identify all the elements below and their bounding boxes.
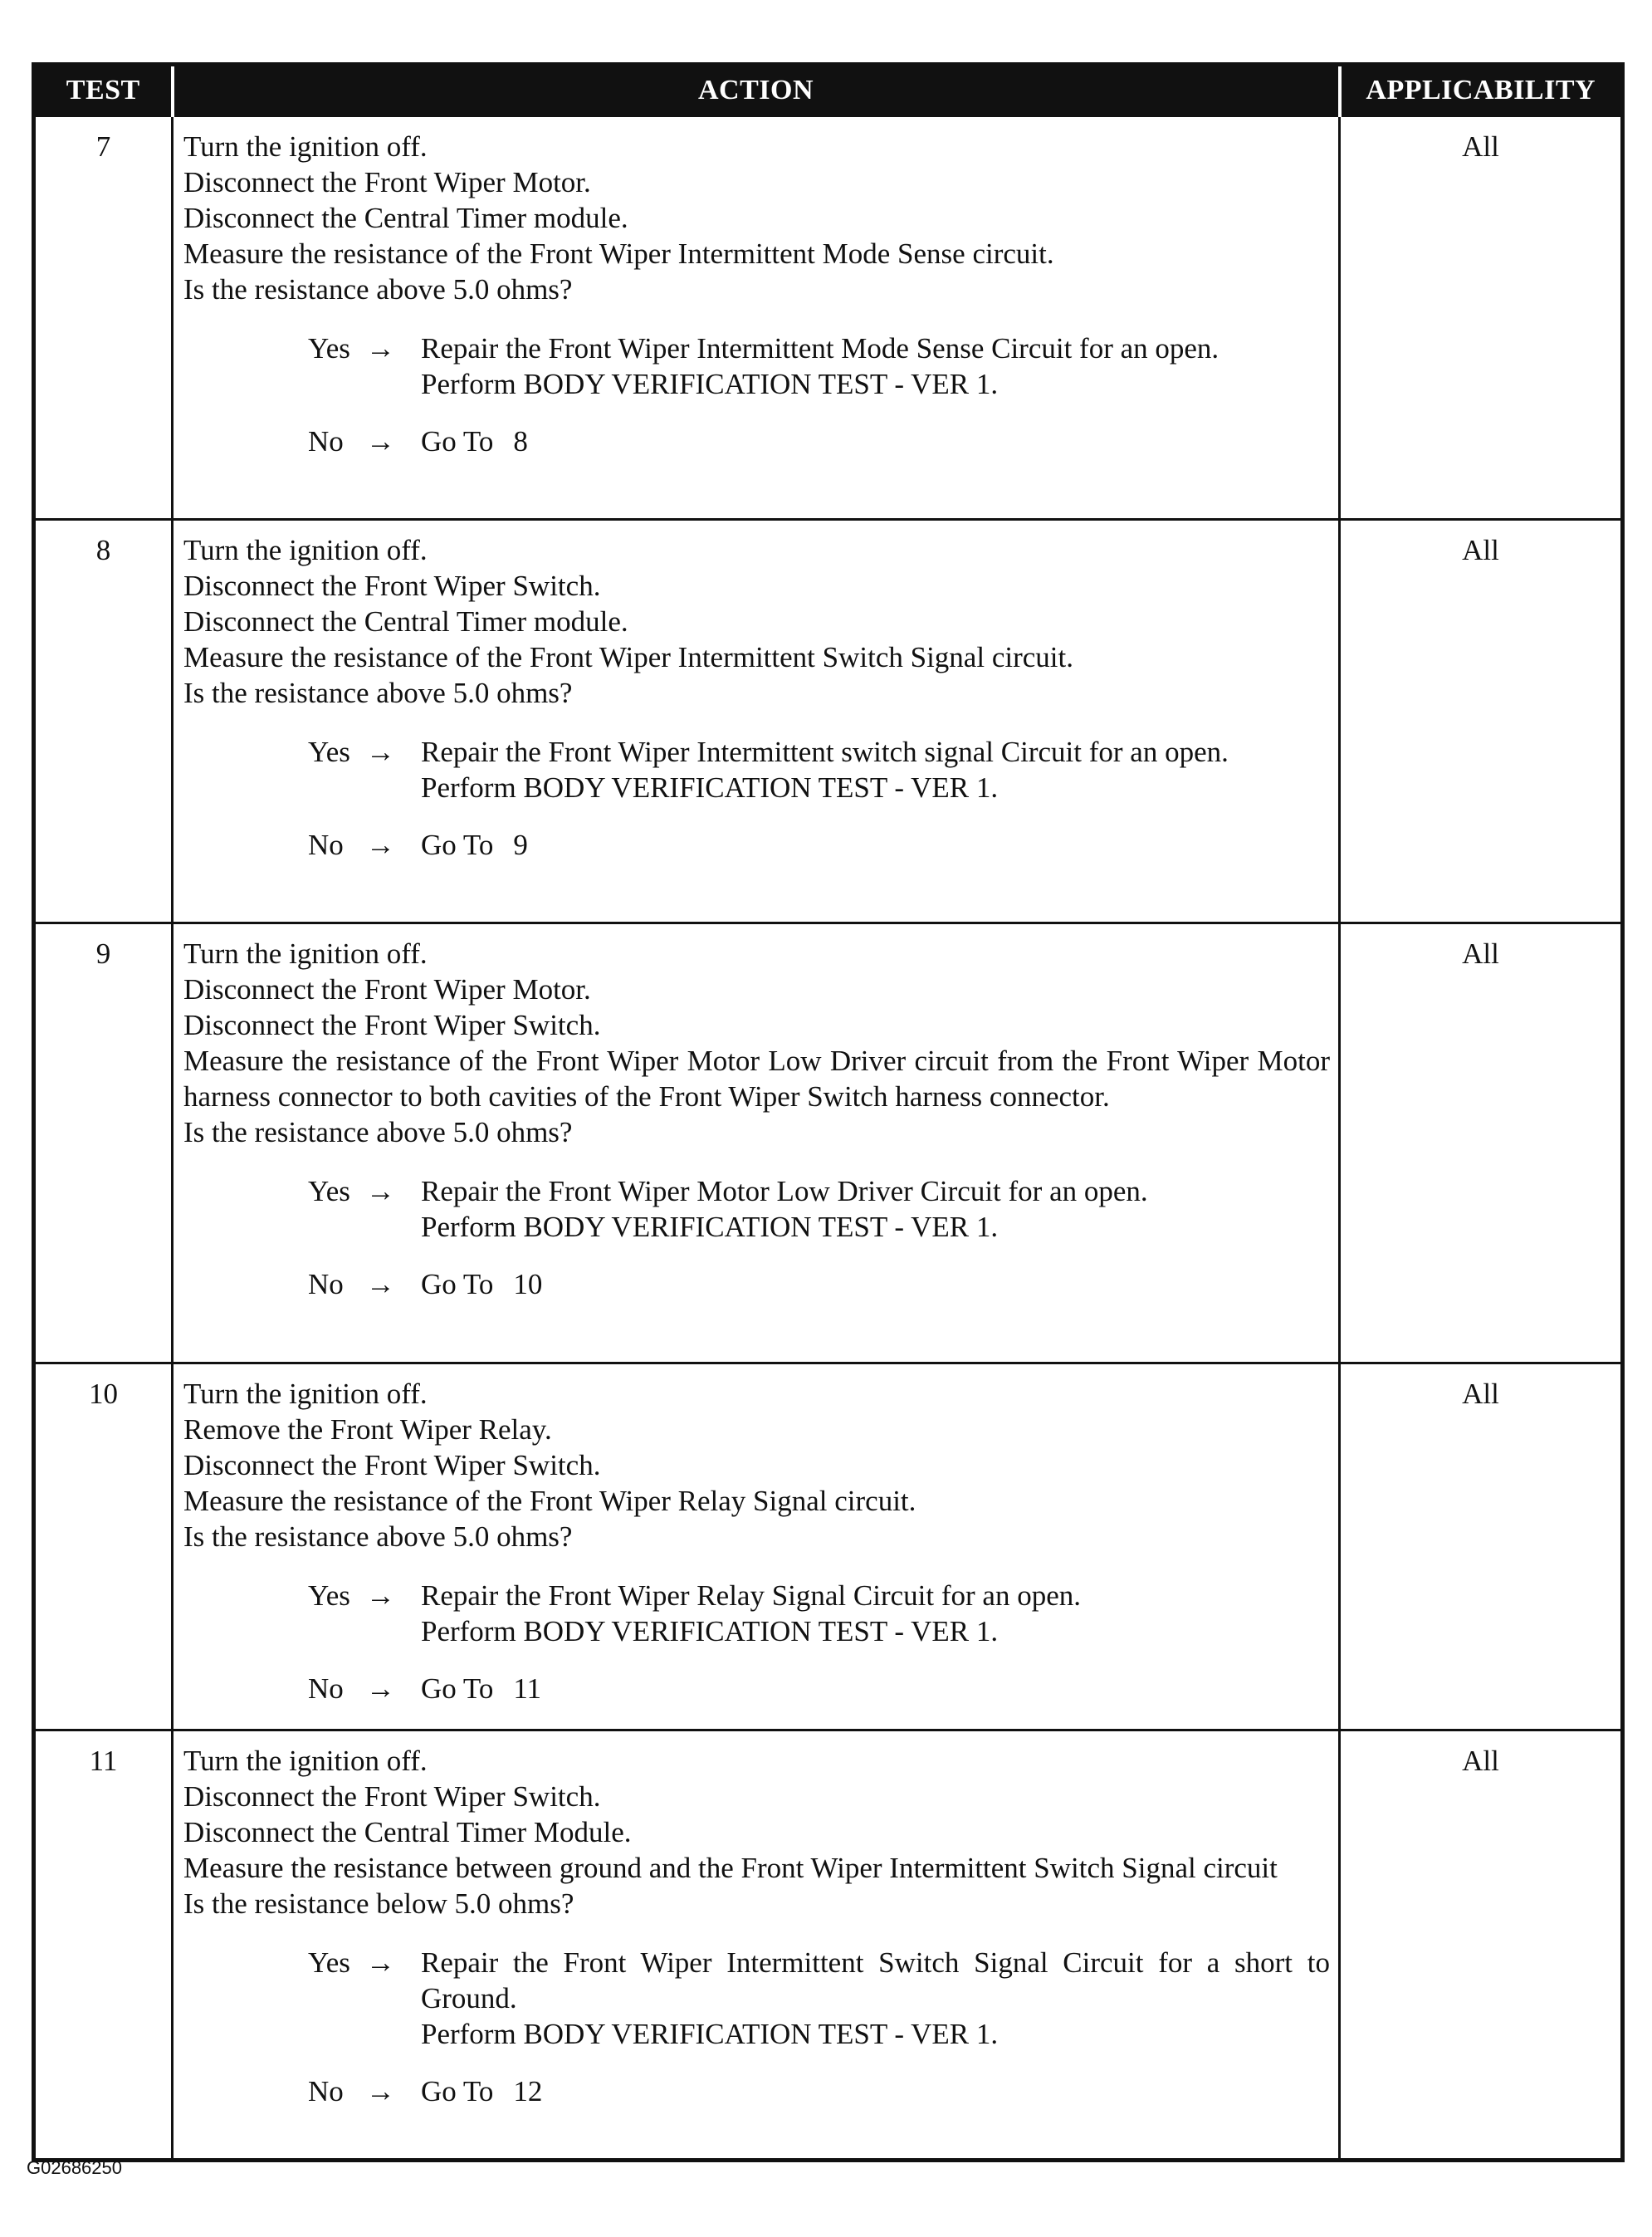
table-body (34, 116, 1623, 2161)
action-cell (173, 520, 1340, 923)
arrow-right-icon: → (366, 2075, 395, 2107)
yes-instruction-line: Perform BODY VERIFICATION TEST - VER 1. (421, 2018, 999, 2050)
action-step: Turn the ignition off. (183, 937, 428, 970)
arrow-right-icon: → (366, 1946, 395, 1979)
go-to-target: 9 (513, 829, 528, 861)
arrow-right-icon: → (366, 1579, 395, 1612)
action-step: Disconnect the Front Wiper Motor. (183, 973, 591, 1006)
yes-instructions (421, 1578, 1330, 1649)
action-step: Remove the Front Wiper Relay. (183, 1413, 552, 1446)
no-label: No (308, 425, 344, 458)
yes-instruction-line: Repair the Front Wiper Intermittent Mode Sense Circuit for an open. (421, 332, 1219, 365)
yes-instruction-line: Repair the Front Wiper Relay Signal Circuit for an open. (421, 1579, 1081, 1612)
action-step: Is the resistance below 5.0 ohms? (183, 1887, 574, 1920)
yes-response (308, 734, 1330, 805)
test-number: 8 (34, 520, 173, 923)
arrow-right-icon: → (366, 736, 395, 768)
yes-instruction-line: Perform BODY VERIFICATION TEST - VER 1. (421, 1615, 999, 1647)
go-to-text: Go To (421, 425, 494, 458)
yes-instruction-line: Repair the Front Wiper Motor Low Driver Circuit for an open. (421, 1175, 1148, 1207)
test-number: 10 (34, 1363, 173, 1730)
yes-label: Yes (308, 1946, 350, 1979)
action-step: Disconnect the Front Wiper Switch. (183, 1009, 601, 1041)
applicability-value: All (1340, 1730, 1623, 2161)
yes-instruction-line: Repair the Front Wiper Intermittent Switch Signal Circuit for a short to Ground. (421, 1946, 1330, 2014)
action-step: Disconnect the Front Wiper Switch. (183, 570, 601, 602)
no-response (308, 1266, 1330, 1302)
yes-instructions (421, 1173, 1330, 1245)
diagnostic-test-table (32, 62, 1625, 2162)
yes-instruction-line: Repair the Front Wiper Intermittent switch signal Circuit for an open. (421, 736, 1229, 768)
action-step: Disconnect the Central Timer module. (183, 605, 628, 638)
arrow-right-icon: → (366, 829, 395, 861)
table-row (34, 520, 1623, 923)
action-step: Disconnect the Front Wiper Switch. (183, 1449, 601, 1481)
go-to-text: Go To (421, 829, 494, 861)
arrow-right-icon: → (366, 332, 395, 365)
action-step: Disconnect the Central Timer Module. (183, 1816, 632, 1848)
arrow-right-icon: → (366, 1175, 395, 1207)
go-to-target: 12 (513, 2075, 543, 2107)
go-to-target: 11 (513, 1672, 542, 1705)
action-cell (173, 923, 1340, 1363)
yes-label: Yes (308, 332, 350, 365)
applicability-column-header: APPLICABILITY (1340, 65, 1623, 116)
test-column-header: TEST (34, 65, 173, 116)
action-step: Turn the ignition off. (183, 1378, 428, 1410)
action-step: Measure the resistance of the Front Wiper Intermittent Mode Sense circuit. (183, 237, 1054, 270)
applicability-value: All (1340, 1363, 1623, 1730)
arrow-right-icon: → (366, 425, 395, 458)
go-to-text: Go To (421, 1268, 494, 1300)
no-label: No (308, 1672, 344, 1705)
no-label: No (308, 829, 344, 861)
arrow-right-icon: → (366, 1672, 395, 1705)
action-step: Measure the resistance of the Front Wiper Relay Signal circuit. (183, 1485, 916, 1517)
no-response (308, 423, 1330, 459)
table-row (34, 116, 1623, 520)
no-response (308, 1671, 1330, 1706)
go-to-text: Go To (421, 1672, 494, 1705)
yes-instructions (421, 734, 1330, 805)
action-column-header: ACTION (173, 65, 1340, 116)
action-cell (173, 1363, 1340, 1730)
table-row (34, 1363, 1623, 1730)
table-row (34, 923, 1623, 1363)
yes-instruction-line: Perform BODY VERIFICATION TEST - VER 1. (421, 771, 999, 804)
yes-instruction-line: Perform BODY VERIFICATION TEST - VER 1. (421, 368, 999, 400)
applicability-value: All (1340, 116, 1623, 520)
yes-instructions (421, 330, 1330, 402)
arrow-right-icon: → (366, 1268, 395, 1300)
action-step: Disconnect the Front Wiper Switch. (183, 1780, 601, 1813)
applicability-value: All (1340, 923, 1623, 1363)
action-step: Disconnect the Central Timer module. (183, 202, 628, 234)
test-number: 9 (34, 923, 173, 1363)
test-number: 7 (34, 116, 173, 520)
yes-instruction-line: Perform BODY VERIFICATION TEST - VER 1. (421, 1211, 999, 1243)
action-step: Is the resistance above 5.0 ohms? (183, 677, 573, 709)
table-header-row (34, 65, 1623, 116)
yes-response (308, 1578, 1330, 1649)
yes-label: Yes (308, 736, 350, 768)
action-step: Is the resistance above 5.0 ohms? (183, 1520, 573, 1553)
action-step: Is the resistance above 5.0 ohms? (183, 1116, 573, 1148)
table-row (34, 1730, 1623, 2161)
no-response (308, 2073, 1330, 2109)
action-step: Measure the resistance of the Front Wiper Intermittent Switch Signal circuit. (183, 641, 1073, 673)
action-cell (173, 1730, 1340, 2161)
go-to-target: 10 (513, 1268, 543, 1300)
action-step: Turn the ignition off. (183, 130, 428, 163)
action-step: Disconnect the Front Wiper Motor. (183, 166, 591, 198)
action-step: Measure the resistance between ground and the Front Wiper Intermittent Switch Signal circuit (183, 1852, 1278, 1884)
no-label: No (308, 1268, 344, 1300)
go-to-target: 8 (513, 425, 528, 458)
no-response (308, 827, 1330, 863)
action-step: Turn the ignition off. (183, 1745, 428, 1777)
yes-label: Yes (308, 1579, 350, 1612)
diagnostic-test-sheet (32, 62, 1620, 2162)
test-number: 11 (34, 1730, 173, 2161)
applicability-value: All (1340, 520, 1623, 923)
figure-id: G02686250 (27, 2157, 122, 2178)
yes-response (308, 1173, 1330, 1245)
yes-response (308, 330, 1330, 402)
yes-instructions (421, 1945, 1330, 2052)
action-cell (173, 116, 1340, 520)
go-to-text: Go To (421, 2075, 494, 2107)
yes-label: Yes (308, 1175, 350, 1207)
action-step: Measure the resistance of the Front Wiper Motor Low Driver circuit from the Front Wiper Motor harness connector to both cavities of the Front Wiper Switch harness connector. (183, 1045, 1330, 1113)
yes-response (308, 1945, 1330, 2052)
action-step: Turn the ignition off. (183, 534, 428, 566)
no-label: No (308, 2075, 344, 2107)
action-step: Is the resistance above 5.0 ohms? (183, 273, 573, 306)
